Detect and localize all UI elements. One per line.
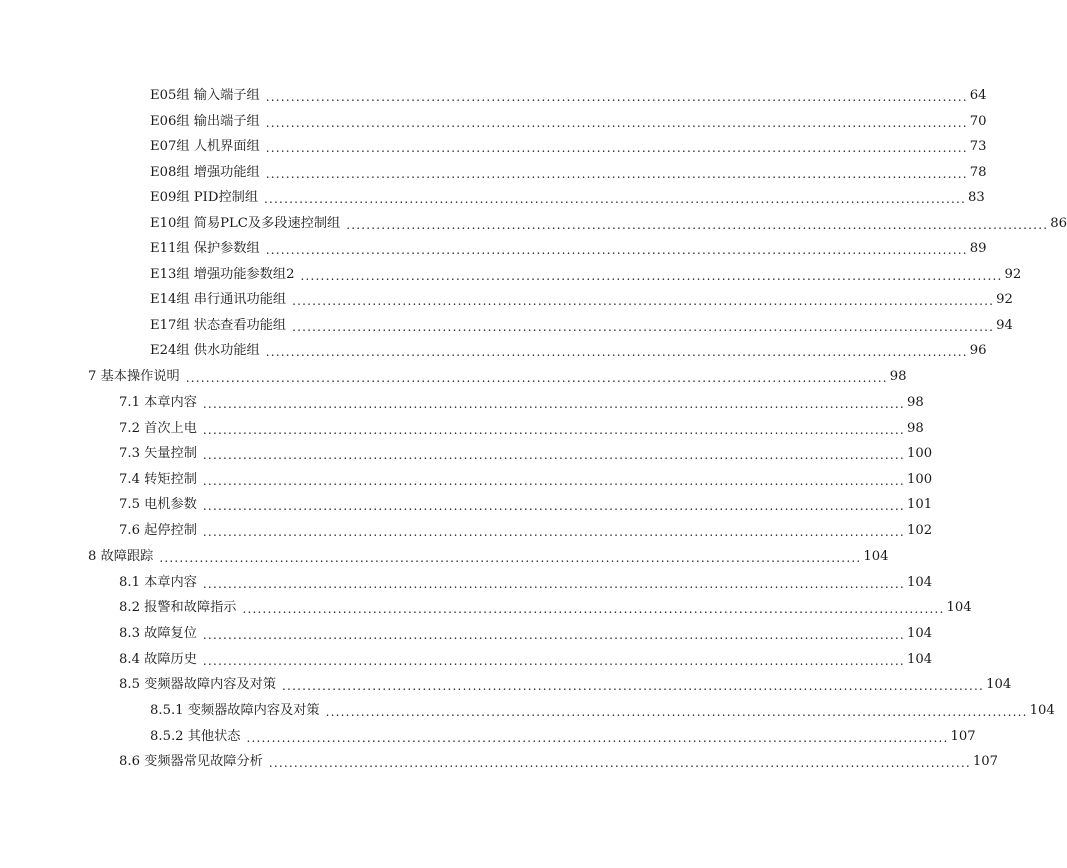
toc-entry[interactable] — [88, 546, 889, 568]
dot-leader: ............................................................................................................................................ — [292, 320, 995, 334]
toc-entry-page: 100 — [906, 472, 933, 487]
dot-leader: ............................................................................................................................................ — [242, 602, 945, 616]
toc-entry-label: E17组 状态查看功能组 — [150, 318, 287, 333]
dot-leader: ............................................................................................................................................ — [159, 551, 862, 565]
dot-leader: ............................................................................................................................................ — [202, 628, 905, 642]
dot-leader: ............................................................................................................................................ — [202, 525, 905, 539]
dot-leader: ............................................................................................................................................ — [268, 756, 971, 770]
toc-entry-label: E24组 供水功能组 — [150, 343, 260, 358]
toc-entry-label: E09组 PID控制组 — [150, 190, 259, 205]
toc-entry-label: 8.2 报警和故障指示 — [119, 600, 237, 615]
toc-entry-label: E14组 串行通讯功能组 — [150, 292, 287, 307]
dot-leader: ............................................................................................................................................ — [265, 167, 968, 181]
toc-entry[interactable] — [150, 340, 987, 362]
toc-entry[interactable] — [119, 649, 933, 671]
toc-entry[interactable] — [150, 136, 987, 158]
toc-entry-page: 104 — [906, 575, 933, 590]
toc-entry[interactable] — [119, 494, 933, 516]
toc-entry-label: 8.4 故障历史 — [119, 652, 197, 667]
dot-leader: ............................................................................................................................................ — [325, 705, 1028, 719]
dot-leader: ............................................................................................................................................ — [282, 679, 985, 693]
toc-entry-page: 89 — [969, 241, 987, 256]
toc-entry-page: 104 — [863, 549, 889, 564]
dot-leader: ............................................................................................................................................ — [346, 218, 1049, 232]
toc-entry[interactable] — [150, 85, 987, 107]
toc-entry-page: 101 — [906, 497, 933, 512]
toc-entry-label: E07组 人机界面组 — [150, 139, 260, 154]
toc-entry-page: 94 — [996, 318, 1013, 333]
toc-entry[interactable] — [150, 700, 1055, 722]
toc-entry[interactable] — [150, 187, 985, 209]
dot-leader: ............................................................................................................................................ — [300, 269, 1003, 283]
toc-entry-label: 7.1 本章内容 — [119, 395, 197, 410]
toc-entry-page: 70 — [969, 114, 987, 129]
toc-entry-page: 102 — [906, 523, 933, 538]
dot-leader: ............................................................................................................................................ — [265, 243, 968, 257]
toc-entry[interactable] — [150, 289, 1013, 311]
toc-entry[interactable] — [119, 623, 933, 645]
dot-leader: ............................................................................................................................................ — [265, 116, 968, 130]
toc-entry[interactable] — [150, 162, 987, 184]
toc-entry[interactable] — [150, 315, 1013, 337]
toc-entry[interactable] — [150, 213, 1067, 235]
toc-entry-label: 8.6 变频器常见故障分析 — [119, 754, 263, 769]
toc-entry-page: 92 — [1004, 267, 1022, 282]
dot-leader: ............................................................................................................................................ — [202, 448, 905, 462]
toc-entry-label: 8.5.2 其他状态 — [150, 729, 241, 744]
toc-entry[interactable] — [150, 111, 987, 133]
toc-entry[interactable] — [119, 597, 972, 619]
toc-entry-page: 100 — [906, 446, 933, 461]
toc-entry-label: 8 故障跟踪 — [88, 549, 154, 564]
toc-entry-label: E05组 输入端子组 — [150, 88, 260, 103]
toc-entry-page: 78 — [969, 165, 987, 180]
toc-entry-page: 92 — [996, 292, 1013, 307]
toc-entry[interactable] — [119, 520, 933, 542]
toc-entry-page: 104 — [946, 600, 972, 615]
dot-leader: ............................................................................................................................................ — [265, 345, 968, 359]
toc-entry-label: 7.5 电机参数 — [119, 497, 197, 512]
dot-leader: ............................................................................................................................................ — [202, 577, 905, 591]
toc-entry[interactable] — [119, 392, 924, 414]
toc-entry[interactable] — [88, 366, 907, 388]
toc-entry[interactable] — [150, 238, 987, 260]
toc-entry[interactable] — [119, 469, 933, 491]
toc-entry[interactable] — [150, 264, 1022, 286]
dot-leader: ............................................................................................................................................ — [185, 371, 888, 385]
toc-entry-label: E13组 增强功能参数组2 — [150, 267, 295, 282]
dot-leader: ............................................................................................................................................ — [292, 294, 995, 308]
toc-entry-page: 96 — [969, 343, 987, 358]
toc-entry[interactable] — [119, 751, 999, 773]
toc-entry-page: 104 — [1029, 703, 1055, 718]
toc-entry[interactable] — [119, 443, 933, 465]
toc-entry[interactable] — [119, 572, 933, 594]
toc-entry-page: 98 — [889, 369, 907, 384]
toc-entry-label: E11组 保护参数组 — [150, 241, 260, 256]
toc-entry-label: 7.6 起停控制 — [119, 523, 197, 538]
toc-entry-page: 83 — [968, 190, 985, 205]
toc-entry-label: 8.1 本章内容 — [119, 575, 197, 590]
toc-entry[interactable] — [119, 674, 1012, 696]
toc-entry-label: 7.3 矢量控制 — [119, 446, 197, 461]
toc-entry-label: E10组 简易PLC及多段速控制组 — [150, 216, 341, 231]
toc-entry-page: 104 — [906, 652, 933, 667]
toc-entry-page: 107 — [950, 729, 976, 744]
dot-leader: ............................................................................................................................................ — [202, 423, 905, 437]
toc-entry-label: 8.3 故障复位 — [119, 626, 197, 641]
toc-entry-label: 7.2 首次上电 — [119, 421, 197, 436]
toc-entry-page: 98 — [906, 421, 924, 436]
toc-entry-page: 64 — [969, 88, 987, 103]
toc-entry-page: 98 — [906, 395, 924, 410]
toc-entry-label: 8.5 变频器故障内容及对策 — [119, 677, 277, 692]
dot-leader: ............................................................................................................................................ — [202, 654, 905, 668]
dot-leader: ............................................................................................................................................ — [202, 474, 905, 488]
toc-entry-label: 7 基本操作说明 — [88, 369, 180, 384]
toc-entry-label: 8.5.1 变频器故障内容及对策 — [150, 703, 320, 718]
dot-leader: ............................................................................................................................................ — [246, 731, 949, 745]
toc-entry-label: 7.4 转矩控制 — [119, 472, 197, 487]
toc-entry-label: E06组 输出端子组 — [150, 114, 260, 129]
toc-entry-page: 73 — [969, 139, 987, 154]
dot-leader: ............................................................................................................................................ — [202, 397, 905, 411]
toc-entry-page: 104 — [986, 677, 1012, 692]
dot-leader: ............................................................................................................................................ — [264, 192, 967, 206]
toc-entry[interactable] — [150, 726, 976, 748]
dot-leader: ............................................................................................................................................ — [265, 90, 968, 104]
toc-entry-page: 107 — [972, 754, 999, 769]
toc-entry-label: E08组 增强功能组 — [150, 165, 260, 180]
toc-entry[interactable] — [119, 418, 924, 440]
dot-leader: ............................................................................................................................................ — [265, 141, 968, 155]
dot-leader: ............................................................................................................................................ — [202, 499, 905, 513]
toc-entry-page: 86 — [1050, 216, 1067, 231]
toc-entry-page: 104 — [906, 626, 933, 641]
